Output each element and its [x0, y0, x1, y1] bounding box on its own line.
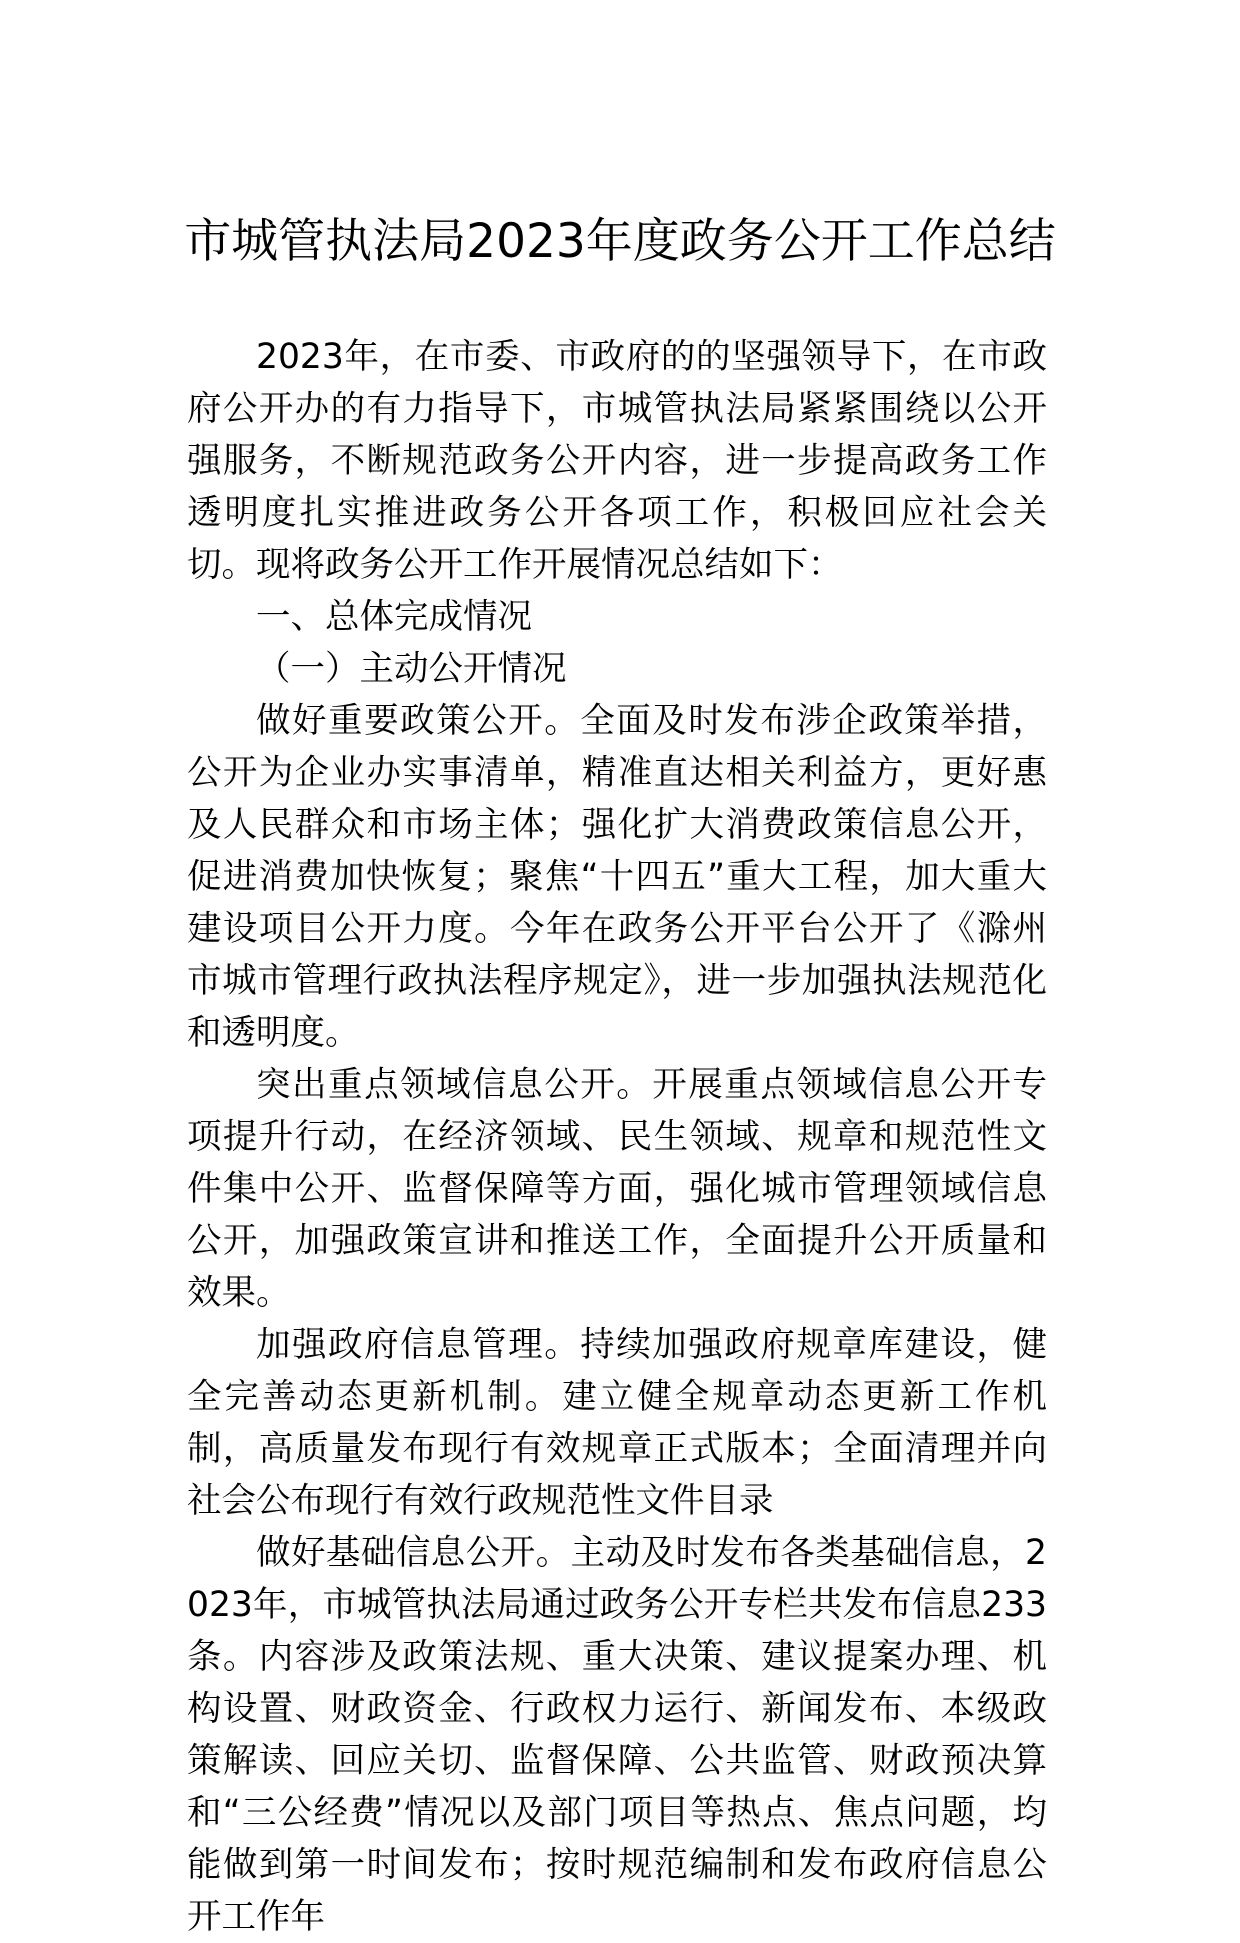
paragraph-intro: 2023年，在市委、市政府的的坚强领导下，在市政府公开办的有力指导下，市城管执法局紧紧围绕以公开强服务，不断规范政务公开内容，进一步提高政务工作透明度扎实推进政务公开各项工作，积极回应社会关切。现将政务公开工作开展情况总结如下： — [187, 337, 1047, 585]
document-body — [187, 331, 1047, 1943]
paragraph-policy-disclosure: 做好重要政策公开。全面及时发布涉企政策举措，公开为企业办实事清单，精准直达相关利益方，更好惠及人民群众和市场主体；强化扩大消费政策信息公开，促进消费加快恢复；聚焦“十四五”重大工程，加大重大建设项目公开力度。今年在政务公开平台公开了《滁州市城市管理行政执法程序规定》，进一步加强执法规范化和透明度。 — [187, 701, 1047, 1053]
paragraph-basic-info: 做好基础信息公开。主动及时发布各类基础信息，2023年，市城管执法局通过政务公开专栏共发布信息233条。内容涉及政策法规、重大决策、建议提案办理、机构设置、财政资金、行政权力运行、新闻发布、本级政策解读、回应关切、监督保障、公共监管、财政预决算和“三公经费”情况以及部门项目等热点、焦点问题，均能做到第一时间发布；按时规范编制和发布政府信息公开工作年 — [187, 1533, 1047, 1937]
document-title: 市城管执法局2023年度政务公开工作总结 — [184, 214, 1056, 269]
section-heading: 一、总体完成情况 — [256, 597, 532, 637]
paragraph-info-management: 加强政府信息管理。持续加强政府规章库建设，健全完善动态更新机制。建立健全规章动态更新工作机制，高质量发布现行有效规章正式版本；全面清理并向社会公布现行有效行政规范性文件目录 — [187, 1325, 1047, 1521]
paragraph-key-areas: 突出重点领域信息公开。开展重点领域信息公开专项提升行动，在经济领域、民生领域、规章和规范性文件集中公开、监督保障等方面，强化城市管理领域信息公开，加强政策宣讲和推送工作，全面提升公开质量和效果。 — [187, 1065, 1047, 1313]
subsection-heading: （一）主动公开情况 — [256, 649, 567, 689]
